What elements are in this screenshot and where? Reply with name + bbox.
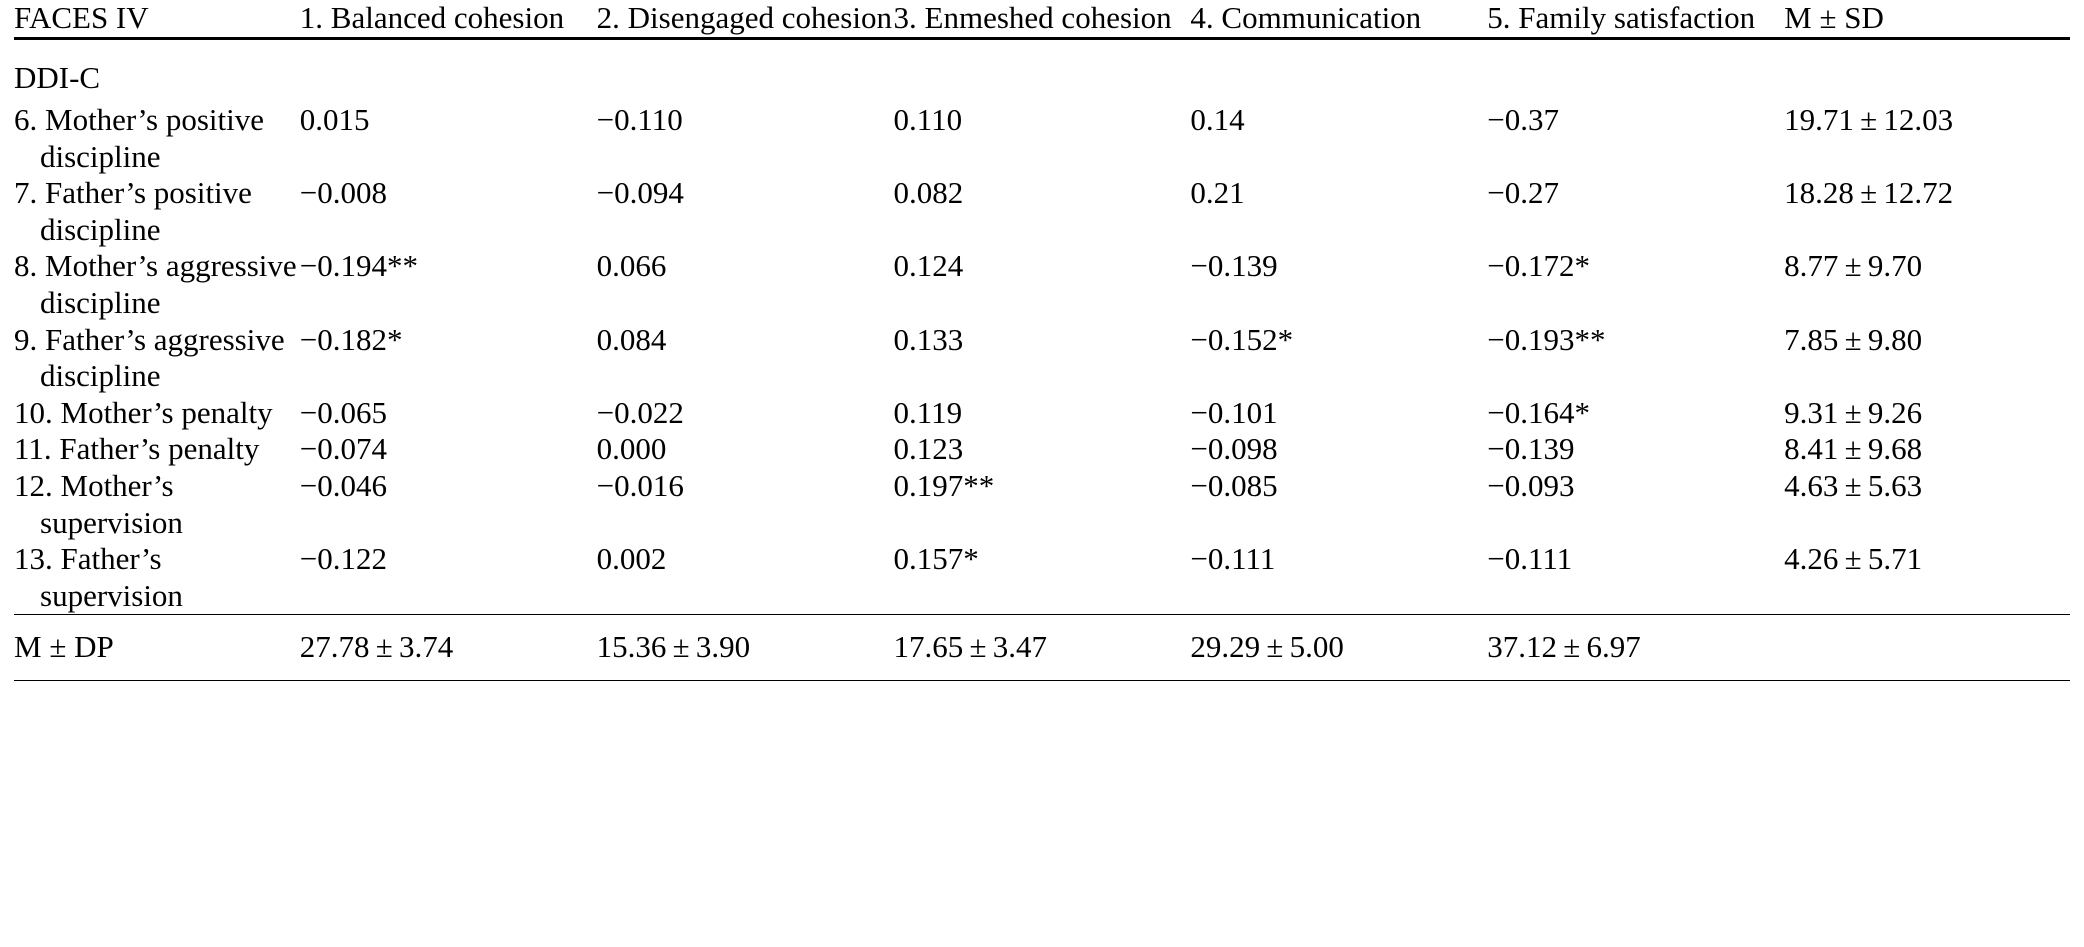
cell-value: 0.015	[299, 102, 370, 138]
column-header-2	[597, 0, 894, 38]
table-section-row	[14, 38, 2070, 102]
column-header-label: 4. Communication	[1190, 0, 1422, 35]
summary-value: 37.12 ± 6.97	[1487, 615, 1784, 680]
cell-value: −0.182*	[299, 321, 403, 357]
table-row	[14, 431, 2070, 468]
cell-value: 0.082	[893, 175, 964, 211]
row-label: 9. Father’s aggressive discipline	[14, 321, 285, 394]
cell-value: −0.098	[1190, 431, 1278, 467]
summary-value: 27.78 ± 3.74	[300, 615, 597, 680]
cell-value: 18.28 ± 12.72	[1784, 175, 1954, 211]
cell-value: −0.008	[299, 175, 388, 211]
cell-value: −0.101	[1190, 394, 1278, 430]
column-header-label: M ± SD	[1784, 0, 1884, 35]
cell-value: −0.065	[299, 394, 388, 430]
cell-value: 0.157*	[893, 541, 979, 577]
cell-value: 0.119	[893, 394, 963, 430]
row-label: 10. Mother’s penalty	[14, 394, 273, 430]
cell-value: 0.000	[596, 431, 667, 467]
row-label: 11. Father’s penalty	[14, 431, 260, 467]
table-summary-row	[14, 615, 2070, 680]
cell-value: −0.111	[1487, 541, 1573, 577]
cell-value: −0.139	[1487, 431, 1575, 467]
cell-value: −0.022	[596, 394, 684, 430]
row-label: 12. Mother’s supervision	[14, 467, 183, 540]
cell-value: 8.77 ± 9.70	[1784, 248, 1923, 284]
table-row	[14, 102, 2070, 175]
column-header-label: 2. Disengaged cohesion	[596, 0, 892, 35]
cell-value: 0.110	[893, 102, 963, 138]
cell-value: −0.074	[299, 431, 388, 467]
column-header-1	[300, 0, 597, 38]
column-header-label: 3. Enmeshed cohesion	[893, 0, 1172, 35]
cell-value: 0.002	[596, 541, 667, 577]
cell-value: −0.193**	[1487, 321, 1606, 357]
cell-value: −0.152*	[1190, 321, 1294, 357]
cell-value: 0.197**	[893, 467, 995, 503]
summary-value: 17.65 ± 3.47	[894, 615, 1191, 680]
cell-value: −0.27	[1487, 175, 1560, 211]
column-header-6	[1784, 0, 2070, 38]
table-row	[14, 248, 2070, 321]
summary-value: 15.36 ± 3.90	[597, 615, 894, 680]
cell-value: 0.066	[596, 248, 667, 284]
section-label: DDI-C	[14, 59, 101, 95]
cell-value: −0.093	[1487, 467, 1575, 503]
cell-value: 0.084	[596, 321, 667, 357]
cell-value: 9.31 ± 9.26	[1784, 394, 1923, 430]
cell-value: −0.046	[299, 467, 388, 503]
table-bottom-rule	[14, 680, 2070, 681]
table-row	[14, 322, 2070, 395]
cell-value: −0.111	[1190, 541, 1276, 577]
cell-value: 0.14	[1190, 102, 1245, 138]
summary-value: 29.29 ± 5.00	[1190, 615, 1487, 680]
cell-value: 7.85 ± 9.80	[1784, 321, 1923, 357]
row-label: 8. Mother’s aggressive discipline	[14, 248, 297, 321]
cell-value: 19.71 ± 12.03	[1784, 102, 1954, 138]
cell-value: −0.194**	[299, 248, 419, 284]
row-label: 13. Father’s supervision	[14, 541, 183, 613]
table-row	[14, 395, 2070, 432]
cell-value: 0.123	[893, 431, 964, 467]
cell-value: −0.164*	[1487, 394, 1591, 430]
summary-value	[1784, 615, 2070, 680]
summary-label: M ± DP	[14, 615, 300, 680]
cell-value: 0.133	[893, 321, 964, 357]
header-row	[14, 0, 2070, 38]
cell-value: −0.094	[596, 175, 684, 211]
cell-value: −0.110	[596, 102, 683, 138]
cell-value: 8.41 ± 9.68	[1784, 431, 1923, 467]
table-body	[14, 38, 2070, 680]
cell-value: −0.122	[299, 541, 388, 577]
column-header-label: 5. Family satisfaction	[1487, 0, 1756, 35]
table-row	[14, 541, 2070, 615]
cell-value: −0.37	[1487, 102, 1560, 138]
cell-value: 4.26 ± 5.71	[1784, 541, 1923, 577]
column-header-label: 1. Balanced cohesion	[299, 0, 565, 35]
column-header-5	[1487, 0, 1784, 38]
column-header-4	[1190, 0, 1487, 38]
cell-value: 4.63 ± 5.63	[1784, 467, 1923, 503]
cell-value: 0.21	[1190, 175, 1245, 211]
column-header-0	[14, 0, 300, 38]
correlation-table	[14, 0, 2070, 680]
column-header-3	[894, 0, 1191, 38]
cell-value: −0.016	[596, 467, 684, 503]
row-label: 7. Father’s positive discipline	[14, 175, 252, 247]
column-header-label: FACES IV	[14, 0, 149, 35]
row-label: 6. Mother’s positive discipline	[14, 102, 264, 174]
table-row	[14, 468, 2070, 541]
table-header	[14, 0, 2070, 38]
cell-value: −0.172*	[1487, 248, 1591, 284]
cell-value: −0.139	[1190, 248, 1278, 284]
cell-value: −0.085	[1190, 467, 1278, 503]
cell-value: 0.124	[893, 248, 964, 284]
table-row	[14, 175, 2070, 248]
